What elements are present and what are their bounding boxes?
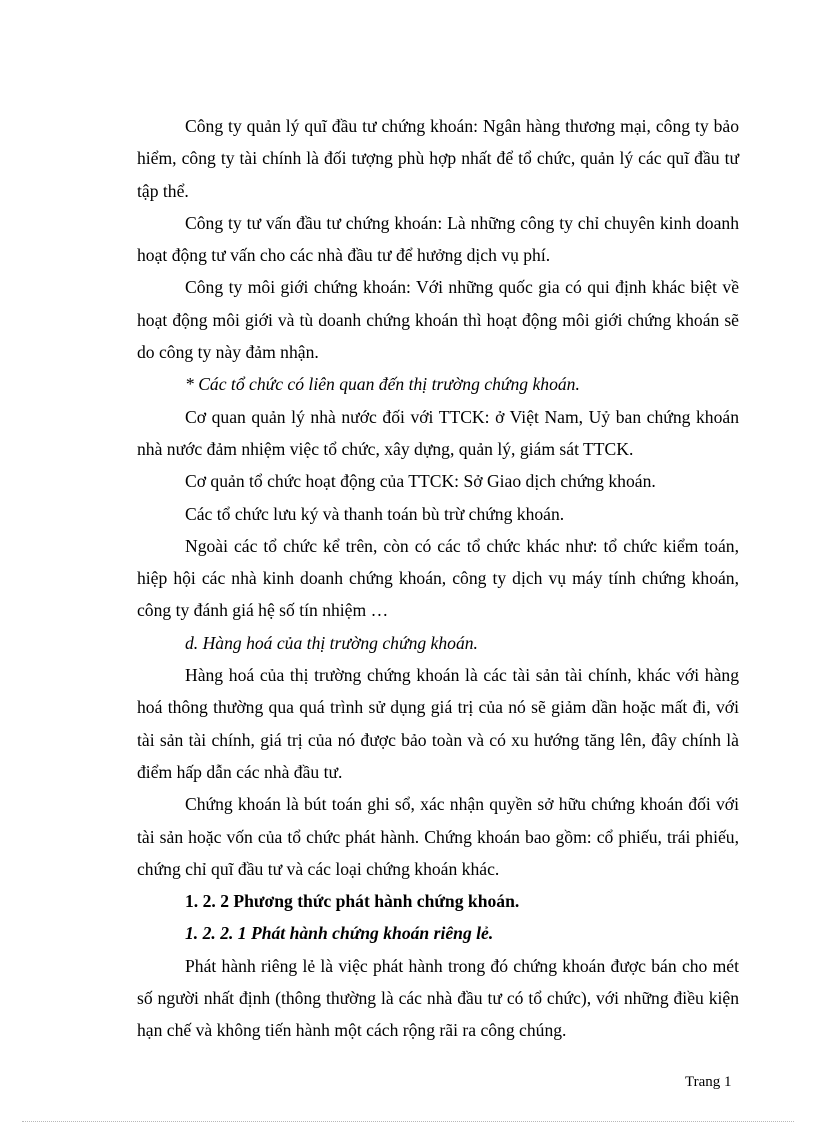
heading-related-organizations: * Các tổ chức có liên quan đến thị trường chứng khoán. — [185, 374, 580, 395]
document-body — [137, 110, 739, 1047]
paragraph-securities-definition: Chứng khoán là bút toán ghi sổ, xác nhận quyền sở hữu chứng khoán đối với tài sản hoặc vốn của tổ chức phát hành. Chứng khoán bao gồm: cổ phiếu, trái phiếu, chứng chỉ quĩ đầu tư và các loại chứng khoán khác. — [137, 794, 739, 879]
heading-market-goods: d. Hàng hoá của thị trường chứng khoán. — [185, 632, 478, 653]
paragraph-stock-exchange: Cơ quản tổ chức hoạt động của TTCK: Sở Giao dịch chứng khoán. — [185, 471, 656, 492]
page-number: Trang 1 — [685, 1074, 732, 1090]
heading-section-1-2-2-1: 1. 2. 2. 1 Phát hành chứng khoán riêng lẻ. — [185, 923, 494, 944]
paragraph-other-organizations: Ngoài các tổ chức kể trên, còn có các tổ chức khác như: tổ chức kiểm toán, hiệp hội các nhà kinh doanh chứng khoán, công ty dịch vụ máy tính chứng khoán, công ty đánh giá hệ số tín nhiệm … — [137, 535, 739, 621]
paragraph-state-management-agency: Cơ quan quản lý nhà nước đối với TTCK: ở Việt Nam, Uỷ ban chứng khoán nhà nước đảm nhiệm việc tổ chức, xây dựng, quản lý, giám sát TTCK. — [137, 406, 739, 459]
paragraph-financial-assets: Hàng hoá của thị trường chứng khoán là các tài sản tài chính, khác với hàng hoá thông thường qua quá trình sử dụng giá trị của nó sẽ giảm dần hoặc mất đi, với tài sản tài chính, giá trị của nó được bảo toàn và có xu hướng tăng lên, đây chính là điểm hấp dẫn các nhà đầu tư. — [137, 665, 739, 782]
page-bottom-divider — [22, 1121, 794, 1122]
paragraph-investment-advisory-company: Công ty tư vấn đầu tư chứng khoán: Là những công ty chỉ chuyên kinh doanh hoạt động tư vấn cho các nhà đầu tư để hưởng dịch vụ phí. — [137, 212, 739, 266]
paragraph-depository-clearing: Các tổ chức lưu ký và thanh toán bù trừ chứng khoán. — [185, 503, 565, 524]
heading-section-1-2-2: 1. 2. 2 Phương thức phát hành chứng khoán. — [185, 891, 520, 912]
paragraph-brokerage-company: Công ty môi giới chứng khoán: Với những quốc gia có qui định khác biệt về hoạt động môi giới và tù doanh chứng khoán thì hoạt động môi giới chứng khoán sẽ do công ty này đảm nhận. — [137, 277, 739, 363]
paragraph-private-placement: Phát hành riêng lẻ là việc phát hành trong đó chứng khoán được bán cho mét số người nhất định (thông thường là các nhà đầu tư có tổ chức), với những điều kiện hạn chế và không tiến hành một cách rộng rãi ra công chúng. — [137, 955, 739, 1041]
paragraph-fund-management-company: Công ty quản lý quĩ đầu tư chứng khoán: Ngân hàng thương mại, công ty bảo hiểm, công ty tài chính là đối tượng phù hợp nhất để tổ chức, quản lý các quĩ đầu tư tập thể. — [137, 116, 739, 201]
